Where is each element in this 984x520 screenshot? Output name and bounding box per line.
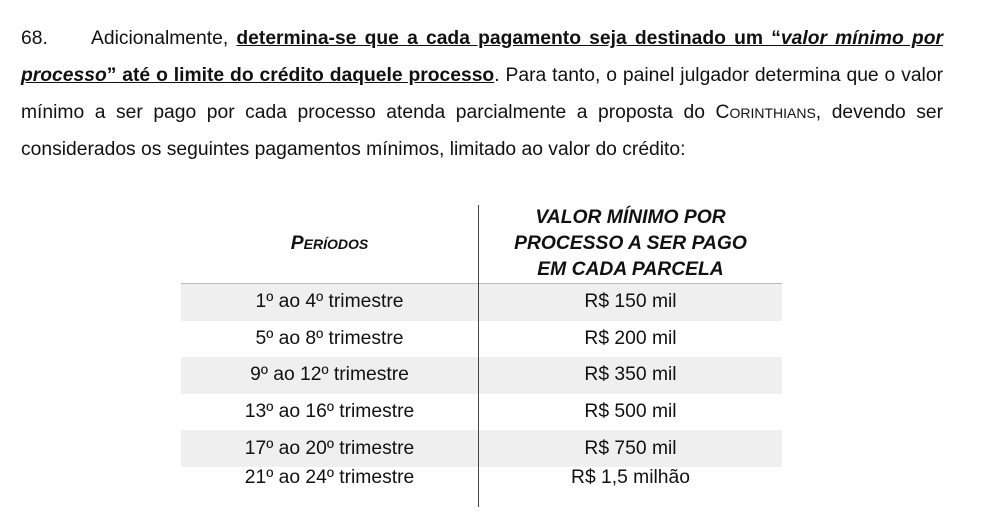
header-valor-line3: EM CADA PARCELA (537, 259, 724, 280)
cell-periodo: 1º ao 4º trimestre (181, 284, 479, 321)
header-valor-minimo (479, 205, 783, 284)
table-row (181, 467, 782, 507)
paragraph-text1: . Para tanto, o painel julgador determina que o valor mínimo a ser pago por cada processo atenda parcialmente a proposta do (21, 65, 943, 123)
bold-text-part2: ” até o limite do crédito daquele processo (106, 65, 495, 86)
cell-periodo: 17º ao 20º trimestre (181, 430, 479, 467)
cell-valor: R$ 500 mil (584, 401, 677, 423)
cell-valor: R$ 750 mil (479, 430, 783, 467)
corinthians-name: Corinthians (715, 102, 816, 123)
table-row (181, 357, 782, 394)
paragraph-intro: Adicionalmente, (91, 28, 237, 49)
paragraph-text2: , devendo ser considerados os seguintes pagamentos mínimos, limitado ao valor do crédito: (21, 102, 943, 160)
table-row (181, 394, 782, 431)
table-row (181, 321, 782, 358)
cell-valor: R$ 150 mil (479, 284, 783, 321)
table-row (181, 284, 782, 321)
cell-periodo: 21º ao 24º trimestre (181, 467, 479, 507)
table-header-row (181, 205, 782, 284)
table-row (181, 430, 782, 467)
header-valor-line2: PROCESSO A SER PAGO (514, 233, 747, 254)
header-periodos: Períodos (181, 205, 479, 284)
paragraph-number: 68. (21, 28, 48, 49)
header-valor-line1: VALOR MÍNIMO POR (535, 207, 726, 228)
cell-valor: R$ 200 mil (584, 327, 677, 349)
bold-text-part1: determina-se que a cada pagamento seja destinado um “ (236, 28, 781, 49)
payment-table (181, 205, 782, 507)
cell-periodo: 9º ao 12º trimestre (181, 357, 479, 394)
cell-periodo: 13º ao 16º trimestre (181, 394, 479, 431)
cell-valor: R$ 350 mil (479, 357, 783, 394)
paragraph-68 (21, 20, 943, 168)
cell-periodo: 5º ao 8º trimestre (181, 321, 479, 358)
bold-italic-term: valor mínimo por processo (21, 28, 943, 86)
cell-valor: R$ 1,5 milhão (571, 466, 690, 488)
